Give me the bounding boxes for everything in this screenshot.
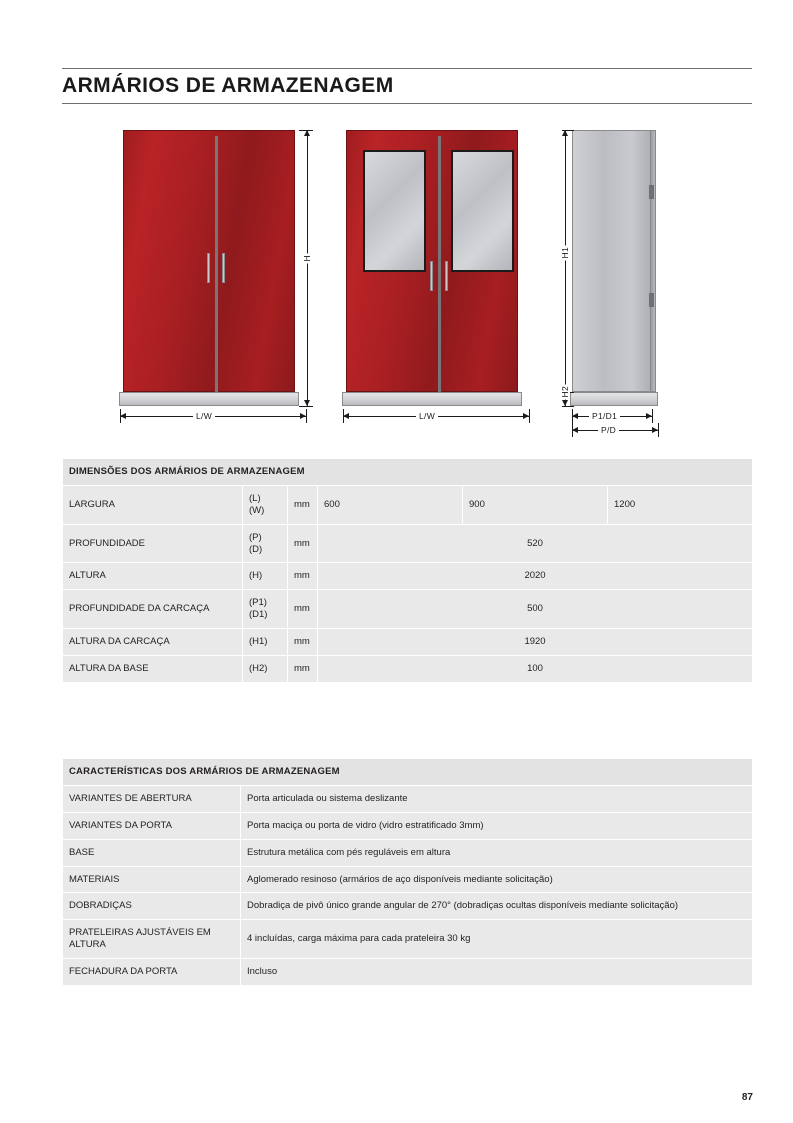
tick-left: [120, 409, 121, 423]
row-code: [243, 590, 288, 629]
feature-value: Incluso: [241, 959, 753, 986]
tick-right: [306, 409, 307, 423]
table-row: [63, 866, 753, 893]
figure-front-solid-doors: [117, 125, 357, 425]
table-row: [63, 785, 753, 812]
tick-left: [343, 409, 344, 423]
tick-top: [299, 130, 313, 131]
glass-panel-right: [451, 150, 514, 272]
dimensions-table-heading-row: [63, 459, 753, 486]
row-code: (H2): [243, 655, 288, 682]
feature-label: VARIANTES DE ABERTURA: [63, 785, 241, 812]
table-row: [63, 812, 753, 839]
title-rule-bottom: [62, 103, 752, 104]
figure-front-glass-doors: [340, 125, 580, 425]
row-code-en: (W): [249, 504, 265, 516]
feature-label: PRATELEIRAS AJUSTÁVEIS EM ALTURA: [63, 920, 241, 959]
row-unit: mm: [288, 590, 318, 629]
dimensions-table: [62, 458, 753, 683]
feature-value: Aglomerado resinoso (armários de aço disponíveis mediante solicitação): [241, 866, 753, 893]
feature-label: DOBRADIÇAS: [63, 893, 241, 920]
dimension-label-depth: P/D: [598, 425, 619, 435]
row-unit: mm: [288, 629, 318, 656]
row-value: 2020: [318, 563, 753, 590]
tick-bottom: [299, 406, 313, 407]
figure-side-view: [560, 125, 742, 435]
cabinet-base: [570, 392, 658, 406]
door-handle-right-icon: [445, 261, 448, 291]
feature-value: Dobradiça de pivô único grande angular de 270° (dobradiças ocultas disponíveis mediante solicitação): [241, 893, 753, 920]
row-label: ALTURA DA CARCAÇA: [63, 629, 243, 656]
table-row: [63, 563, 753, 590]
tick-bottom: [562, 406, 574, 407]
table-row: [63, 629, 753, 656]
feature-value: Porta articulada ou sistema deslizante: [241, 785, 753, 812]
table-row: [63, 959, 753, 986]
features-table-heading-row: [63, 759, 753, 786]
cabinet-base: [342, 392, 522, 406]
row-value: 520: [318, 524, 753, 563]
row-unit: mm: [288, 485, 318, 524]
dimension-line-height: [307, 130, 308, 406]
feature-value: Estrutura metálica com pés reguláveis em altura: [241, 839, 753, 866]
row-label: PROFUNDIDADE DA CARCAÇA: [63, 590, 243, 629]
row-code: (H1): [243, 629, 288, 656]
door-handle-left-icon: [207, 253, 210, 283]
dimension-label-height: H: [302, 255, 312, 262]
row-label: ALTURA DA BASE: [63, 655, 243, 682]
dimension-label-width: L/W: [416, 411, 438, 421]
feature-value: Porta maciça ou porta de vidro (vidro estratificado 3mm): [241, 812, 753, 839]
door-gap: [438, 136, 441, 398]
table-row: [63, 524, 753, 563]
row-value-900: 900: [463, 485, 608, 524]
cabinet-base: [119, 392, 299, 406]
dimension-label-base-height: H2: [560, 386, 570, 398]
row-label: PROFUNDIDADE: [63, 524, 243, 563]
table-row: [63, 839, 753, 866]
row-code: (H): [243, 563, 288, 590]
row-value: 1920: [318, 629, 753, 656]
row-code-pt: (P): [249, 531, 262, 543]
row-code-pt: (P1): [249, 597, 267, 609]
table-row: [63, 893, 753, 920]
door-gap: [215, 136, 218, 398]
row-code-en: (D1): [249, 609, 268, 621]
table-row: [63, 485, 753, 524]
feature-label: VARIANTES DA PORTA: [63, 812, 241, 839]
table-row: [63, 655, 753, 682]
row-code-pt: (L): [249, 492, 261, 504]
row-value-1200: 1200: [608, 485, 753, 524]
dimension-label-width: L/W: [193, 411, 215, 421]
row-value: 500: [318, 590, 753, 629]
hinge-lower-icon: [649, 293, 654, 307]
cabinet-doors-glass: [346, 130, 518, 392]
title-block: [62, 68, 752, 104]
cabinet-doors-solid: [123, 130, 295, 392]
glass-panel-left: [363, 150, 426, 272]
door-handle-left-icon: [430, 261, 433, 291]
dimensions-table-wrapper: [62, 458, 752, 683]
features-table-wrapper: [62, 758, 752, 986]
tick-top: [562, 130, 574, 131]
row-value-600: 600: [318, 485, 463, 524]
page-title: ARMÁRIOS DE ARMAZENAGEM: [62, 74, 394, 97]
tick-right: [529, 409, 530, 423]
door-handle-right-icon: [222, 253, 225, 283]
dimension-line-carcass-height: [565, 130, 566, 392]
cabinet-door-edge: [650, 130, 656, 392]
tick-left: [572, 409, 573, 423]
dimension-label-carcass-depth: P1/D1: [589, 411, 620, 421]
row-code: [243, 485, 288, 524]
feature-label: FECHADURA DA PORTA: [63, 959, 241, 986]
dimensions-table-heading: DIMENSÕES DOS ARMÁRIOS DE ARMAZENAGEM: [63, 459, 753, 486]
tick-right: [658, 423, 659, 437]
row-label: LARGURA: [63, 485, 243, 524]
table-row: [63, 920, 753, 959]
tick-left: [572, 423, 573, 437]
row-code-en: (D): [249, 543, 263, 555]
dimension-label-carcass-height: H1: [560, 247, 570, 259]
feature-label: MATERIAIS: [63, 866, 241, 893]
row-value: 100: [318, 655, 753, 682]
product-illustrations: [62, 120, 752, 440]
page-number: 87: [741, 1092, 753, 1103]
row-unit: mm: [288, 524, 318, 563]
row-unit: mm: [288, 563, 318, 590]
feature-value: 4 incluídas, carga máxima para cada prateleira 30 kg: [241, 920, 753, 959]
row-label: ALTURA: [63, 563, 243, 590]
row-code: [243, 524, 288, 563]
row-unit: mm: [288, 655, 318, 682]
cabinet-side-body: [572, 130, 652, 392]
tick-right: [652, 409, 653, 423]
features-table-heading: CARACTERÍSTICAS DOS ARMÁRIOS DE ARMAZENAGEM: [63, 759, 753, 786]
table-row: [63, 590, 753, 629]
feature-label: BASE: [63, 839, 241, 866]
features-table: [62, 758, 753, 986]
hinge-upper-icon: [649, 185, 654, 199]
